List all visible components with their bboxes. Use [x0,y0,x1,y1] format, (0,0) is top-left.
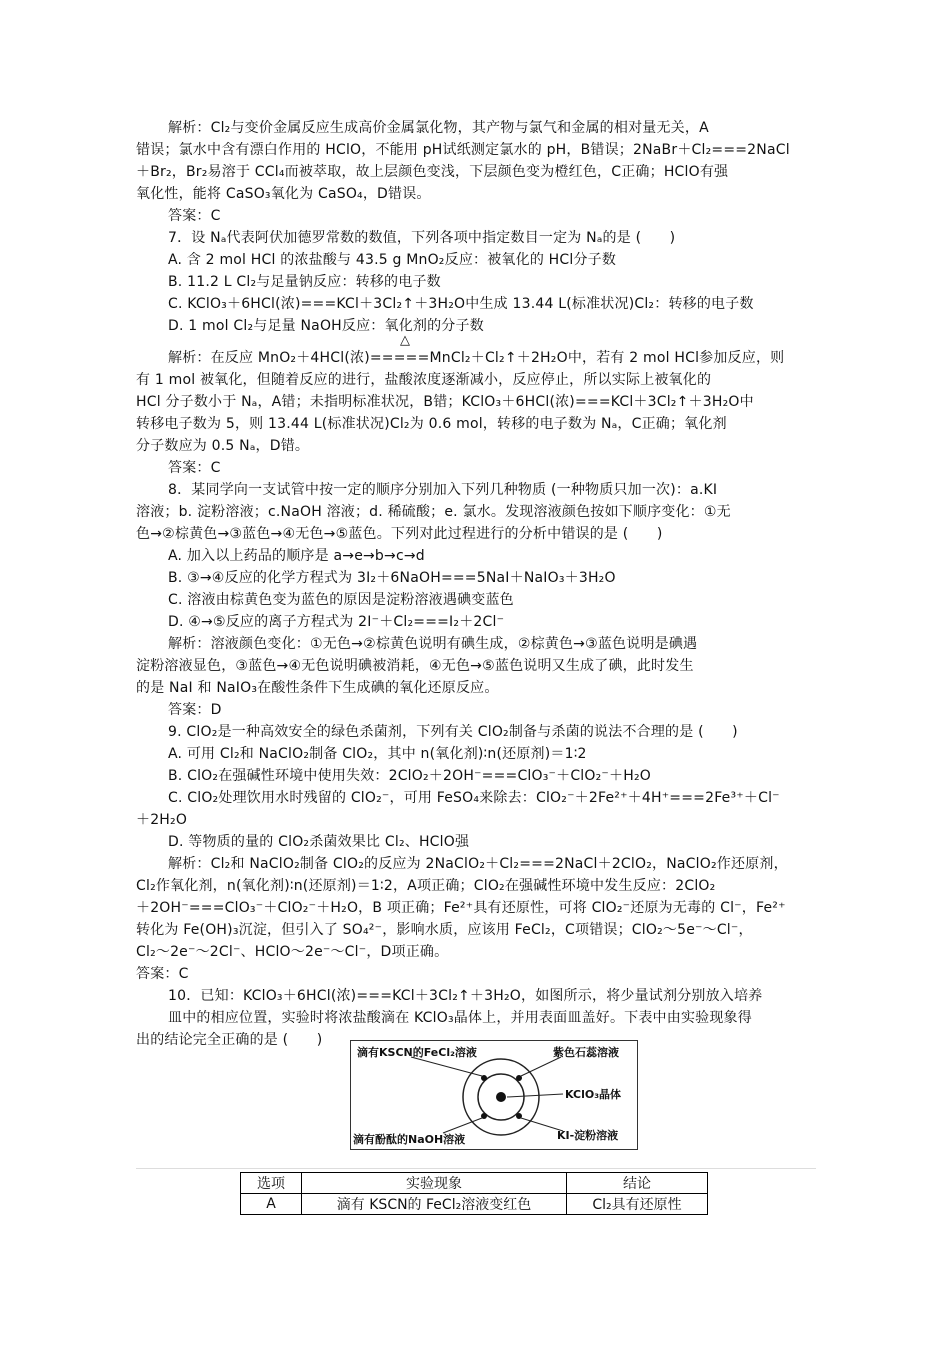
label-ki-starch-solution: KI-淀粉溶液 [557,1129,619,1142]
text-line: Cl₂～2e⁻～2Cl⁻、HClO～2e⁻～Cl⁻，D项正确。 [136,944,449,960]
text-line: 分子数应为 0.5 Nₐ，D错。 [136,438,310,454]
reagent-dot-kclo3 [496,1092,506,1102]
label-naoh-solution: 滴有酚酞的NaOH溶液 [353,1133,466,1146]
header-phenomenon: 实验现象 [302,1173,567,1194]
text-line: A. 含 2 mol HCl 的浓盐酸与 43.5 g MnO₂反应：被氧化的 HCl分子数 [168,252,617,268]
text-line: D. ④→⑤反应的离子方程式为 2I⁻＋Cl₂===I₂＋2Cl⁻ [168,614,505,630]
cell-conclusion: Cl₂具有还原性 [567,1194,708,1215]
text-line: ＋2OH⁻===ClO₃⁻＋ClO₂⁻＋H₂O，B 项正确；Fe²⁺具有还原性，可将 ClO₂⁻还原为无毒的 Cl⁻，Fe²⁺ [136,900,786,916]
text-line: 氧化性，能将 CaSO₃氧化为 CaSO₄，D错误。 [136,186,431,202]
cell-option: A [241,1194,302,1215]
text-line: B. 11.2 L Cl₂与足量钠反应：转移的电子数 [168,274,441,290]
text-line: 9. ClO₂是一种高效安全的绿色杀菌剂，下列有关 ClO₂制备与杀菌的说法不合理的是 ( ) [168,724,738,740]
text-line: 解析：Cl₂与变价金属反应生成高价金属氯化物，其产物与氯气和金属的相对量无关，A [168,120,709,136]
text-line: 淀粉溶液显色，③蓝色→④无色说明碘被消耗，④无色→⑤蓝色说明又生成了碘，此时发生 [136,658,694,674]
text-line: 的是 NaI 和 NaIO₃在酸性条件下生成碘的氧化还原反应。 [136,680,499,696]
label-litmus-solution: 紫色石蕊溶液 [553,1046,619,1059]
header-conclusion: 结论 [567,1173,708,1194]
text-line: A. 可用 Cl₂和 NaClO₂制备 ClO₂，其中 n(氧化剂)∶n(还原剂)＝1∶2 [168,746,587,762]
text-line: 解析：在反应 MnO₂＋4HCl(浓)=====MnCl₂＋Cl₂↑＋2H₂O中，若有 2 mol HCl参加反应，则 [168,350,785,366]
options-table [240,1172,708,1215]
text-line: 答案：C [136,966,189,982]
text-line: ＋2H₂O [136,812,188,828]
text-line: 解析：Cl₂和 NaClO₂制备 ClO₂的反应为 2NaClO₂＋Cl₂===2NaCl＋2ClO₂，NaClO₂作还原剂， [168,856,788,872]
text-line: 解析：溶液颜色变化：①无色→②棕黄色说明有碘生成，②棕黄色→③蓝色说明是碘遇 [168,636,698,652]
text-line: C. ClO₂处理饮用水时残留的 ClO₂⁻，可用 FeSO₄来除去：ClO₂⁻＋2Fe²⁺＋4H⁺===2Fe³⁺＋Cl⁻ [168,790,780,806]
label-kclo3-crystal: KClO₃晶体 [565,1088,622,1101]
text-line: 转移电子数为 5，则 13.44 L(标准状况)Cl₂为 0.6 mol，转移的电子数为 Nₐ，C正确；氧化剂 [136,416,727,432]
text-line: Cl₂作氧化剂，n(氧化剂)∶n(还原剂)＝1∶2，A项正确；ClO₂在强碱性环境中发生反应：2ClO₂ [136,878,716,894]
text-line: 色→②棕黄色→③蓝色→④无色→⑤蓝色。下列对此过程进行的分析中错误的是 ( ) [136,526,663,542]
text-line: 有 1 mol 被氧化，但随着反应的进行，盐酸浓度逐渐减小，反应停止，所以实际上被氧化的 [136,372,712,388]
cell-phenomenon: 滴有 KSCN的 FeCl₂溶液变红色 [302,1194,567,1215]
text-line: 10．已知：KClO₃＋6HCl(浓)===KCl＋3Cl₂↑＋3H₂O，如图所示，将少量试剂分别放入培养 [168,988,763,1004]
text-line: 8．某同学向一支试管中按一定的顺序分别加入下列几种物质 (一种物质只加一次)：a.KI [168,482,718,498]
text-line: 7．设 Nₐ代表阿伏加德罗常数的数值，下列各项中指定数目一定为 Nₐ的是 ( ) [168,230,676,246]
text-line: 答案：C [168,460,221,476]
text-line: C. 溶液由棕黄色变为蓝色的原因是淀粉溶液遇碘变蓝色 [168,592,514,608]
text-line: 皿中的相应位置，实验时将浓盐酸滴在 KClO₃晶体上，并用表面皿盖好。下表中由实验现象得 [168,1010,752,1026]
text-line: 错误；氯水中含有漂白作用的 HClO，不能用 pH试纸测定氯水的 pH，B错误；2NaBr＋Cl₂===2NaCl [136,142,790,158]
text-line: C. KClO₃＋6HCl(浓)===KCl＋3Cl₂↑＋3H₂O中生成 13.44 L(标准状况)Cl₂：转移的电子数 [168,296,754,312]
page-divider [136,1168,816,1169]
text-line: 答案：D [168,702,222,718]
text-line: HCl 分子数小于 Nₐ，A错；未指明标准状况，B错；KClO₃＋6HCl(浓)===KCl＋3Cl₂↑＋3H₂O中 [136,394,754,410]
heat-symbol: △ [400,333,410,348]
text-line: A. 加入以上药品的顺序是 a→e→b→c→d [168,548,425,564]
text-line: 出的结论完全正确的是 ( ) [136,1032,323,1048]
leader-line [507,1094,563,1097]
text-line: 溶液；b. 淀粉溶液；c.NaOH 溶液；d. 稀硫酸；e. 氯水。发现溶液颜色按如下顺序变化：①无 [136,504,731,520]
experiment-diagram [350,1040,638,1150]
text-line: ＋Br₂，Br₂易溶于 CCl₄而被萃取，故上层颜色变浅，下层颜色变为橙红色，C正确；HClO有强 [136,164,729,180]
text-line: D. 1 mol Cl₂与足量 NaOH反应：氧化剂的分子数 [168,318,484,334]
text-line: B. ③→④反应的化学方程式为 3I₂＋6NaOH===5NaI＋NaIO₃＋3H₂O [168,570,616,586]
table-row [241,1194,708,1215]
header-option: 选项 [241,1173,302,1194]
text-line: D. 等物质的量的 ClO₂杀菌效果比 Cl₂、HClO强 [168,834,470,850]
text-line: 答案：C [168,208,221,224]
table-header-row [241,1173,708,1194]
text-line: B. ClO₂在强碱性环境中使用失效：2ClO₂＋2OH⁻===ClO₃⁻＋ClO₂⁻＋H₂O [168,768,651,784]
text-line: 转化为 Fe(OH)₃沉淀，但引入了 SO₄²⁻，影响水质，应该用 FeCl₂，C项错误；ClO₂～5e⁻～Cl⁻， [136,922,753,938]
label-fecl2-solution: 滴有KSCN的FeCl₂溶液 [357,1046,477,1059]
